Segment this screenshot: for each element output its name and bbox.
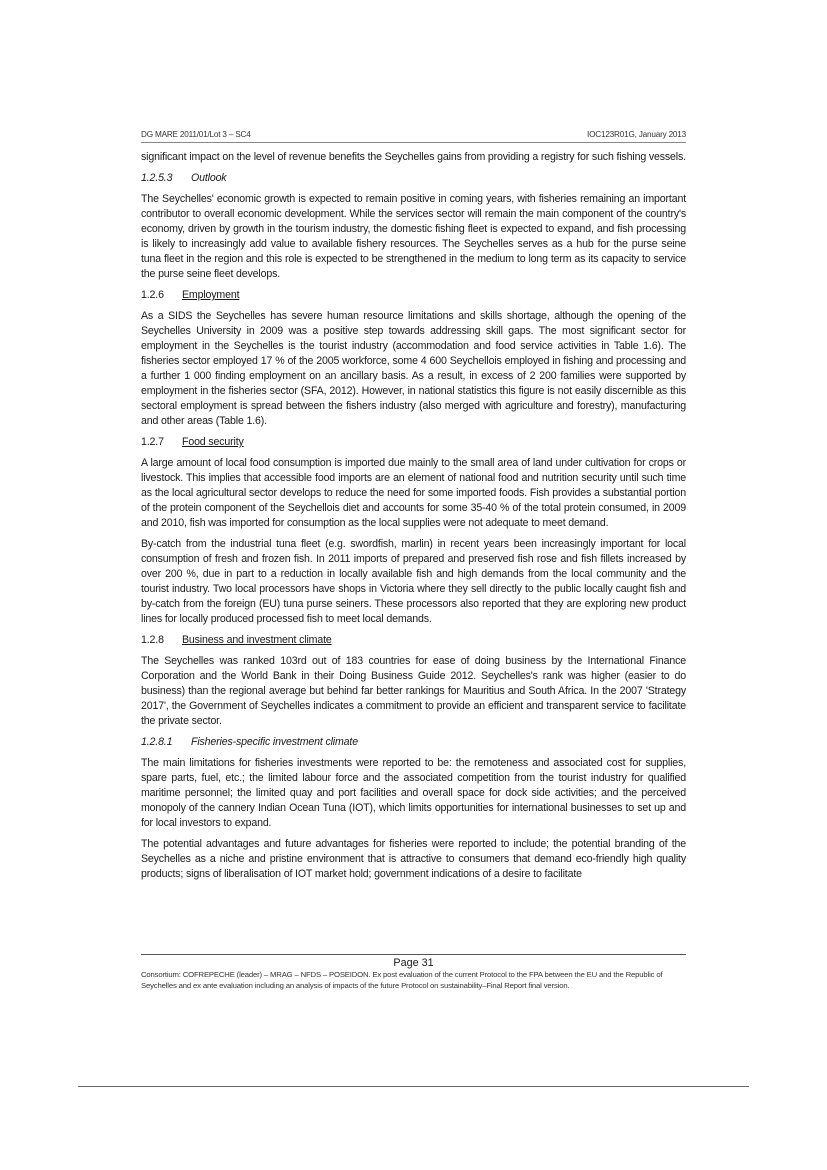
section-title: Fisheries-specific investment climate (191, 736, 358, 748)
section-number: 1.2.8.1 (141, 736, 173, 748)
paragraph: The Seychelles' economic growth is expected to remain positive in coming years, with fisheries remaining an important contributor to overall economic development. While the services sector will remain the main component of the country's economy, driven by growth in the tourism industry, the domestic fishing fleet is expected to expand, and fish processing is likely to increasingly add value to available fishery resources. The Seychelles serves as a hub for the purse seine tuna fleet in the region and this role is expected to be strengthened in the medium to long term as its capacity to service the purse seine fleet develops. (141, 193, 686, 280)
section-number: 1.2.5.3 (141, 172, 173, 184)
section-title: Business and investment climate (182, 634, 332, 646)
section-heading-1253 (141, 171, 686, 186)
document-body (141, 150, 686, 888)
section-number: 1.2.7 (141, 436, 164, 448)
page-header (141, 130, 686, 143)
section-heading-126 (141, 288, 686, 303)
header-left: DG MARE 2011/01/Lot 3 – SC4 (141, 130, 251, 139)
section-number: 1.2.8 (141, 634, 164, 646)
section-title: Food security (182, 436, 244, 448)
paragraph: significant impact on the level of revenue benefits the Seychelles gains from providing a registry for such fishing vessels. (141, 151, 686, 163)
section-title: Outlook (191, 172, 227, 184)
page-number: Page 31 (141, 954, 686, 969)
paragraph: As a SIDS the Seychelles has severe human resource limitations and skills shortage, although the opening of the Seychelles University in 2009 was a positive step towards addressing skill gaps. The most significant sector for employment in the Seychelles is the tourist industry (accommodation and food service activities in Table 1.6). The fisheries sector employed 17 % of the 2005 workforce, some 4 600 Seychellois employed in fishing and processing and a further 1 000 finding employment on an ancillary basis. As a result, in excess of 2 200 families were supported by employment in the fisheries sector (SFA, 2012). However, in national statistics this figure is not easily discernible as this sectoral employment is spread between the fishers industry (also merged with agriculture and forestry), manufacturing and other areas (Table 1.6). (141, 310, 686, 427)
page-bottom-divider (78, 1086, 749, 1087)
paragraph: The potential advantages and future advantages for fisheries were reported to include; the potential branding of the Seychelles as a niche and pristine environment that is attractive to consumers that demand eco-friendly high quality products; signs of liberalisation of IOT market hold; government indications of a desire to facilitate (141, 838, 686, 880)
section-heading-1281 (141, 735, 686, 750)
header-right: IOC123R01G, January 2013 (587, 130, 686, 139)
section-title: Employment (182, 289, 240, 301)
paragraph: A large amount of local food consumption is imported due mainly to the small area of land under cultivation for crops or livestock. This implies that accessible food imports are an element of national food and nutrition security until such time as the local agricultural sector develops to reduce the need for some imported foods. Fish provides a substantial portion of the protein component of the Seychellois diet and accounts for some 35-40 % of the total protein consumed, in 2009 and 2010, fish was imported for consumption as the local supplies were not adequate to meet demand. (141, 457, 686, 529)
paragraph: By-catch from the industrial tuna fleet (e.g. swordfish, marlin) in recent years been increasingly important for local consumption of fresh and frozen fish. In 2011 imports of prepared and preserved fish rose and fish fillets increased by over 200 %, due in part to a reduction in locally available fish and high demands from the local community and the tourist industry. Two local processors have shops in Victoria where they sell directly to the public locally caught fish and by-catch from the foreign (EU) tuna purse seiners. These processors also reported that they are exploring new product lines for locally produced processed fish to meet local demands. (141, 538, 686, 625)
paragraph: The Seychelles was ranked 103rd out of 183 countries for ease of doing business by the International Finance Corporation and the World Bank in their Doing Business Guide 2012. Seychelles's rank was higher (easier to do business) than the regional average but behind far better rankings for Mauritius and South Africa. In the 2007 'Strategy 2017', the Government of Seychelles indicates a commitment to provide an efficient and transparent service to facilitate the private sector. (141, 655, 686, 727)
paragraph: The main limitations for fisheries investments were reported to be: the remoteness and associated cost for supplies, spare parts, fuel, etc.; the limited labour force and the associated competition from the tourist industry for qualified maritime personnel; the limited quay and port facilities and overall space for dock side activities; and the perceived monopoly of the cannery Indian Ocean Tuna (IOT), which limits opportunities for international businesses to set up and for local investors to expand. (141, 757, 686, 829)
section-heading-127 (141, 435, 686, 450)
footer-consortium-text: Consortium: COFREPECHE (leader) – MRAG – NFDS – POSEIDON. Ex post evaluation of the current Protocol to the FPA between the EU and the Republic of Seychelles and ex ante evaluation including an analysis of impacts of the future Protocol on sustainability–Final Report final version. (141, 970, 663, 990)
section-heading-128 (141, 633, 686, 648)
section-number: 1.2.6 (141, 289, 164, 301)
